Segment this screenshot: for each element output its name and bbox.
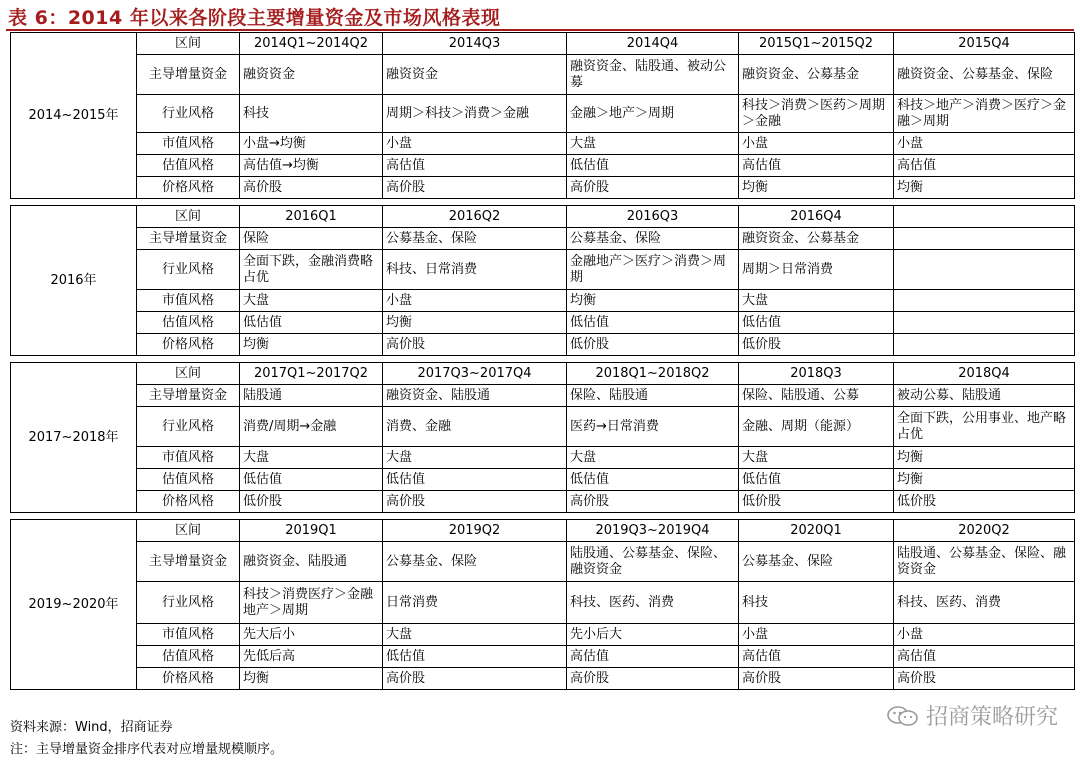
table-row [11, 385, 1075, 407]
period-header-row [11, 363, 1075, 385]
table-row [11, 55, 1075, 95]
table-cell: 高估值→均衡 [240, 155, 383, 177]
row-label: 主导增量资金 [137, 228, 240, 250]
table-cell: 小盘 [894, 624, 1075, 646]
row-label: 主导增量资金 [137, 542, 240, 582]
period-header: 2018Q4 [894, 363, 1075, 385]
table-cell: 低估值 [240, 312, 383, 334]
table-cell: 低估值 [739, 469, 894, 491]
table-cell: 低估值 [567, 469, 739, 491]
period-header: 2016Q2 [383, 206, 567, 228]
table-cell: 高价股 [739, 668, 894, 690]
table-cell: 先低后高 [240, 646, 383, 668]
table-cell: 大盘 [567, 133, 739, 155]
table-cell: 科技、医药、消费 [894, 582, 1075, 624]
row-label: 价格风格 [137, 491, 240, 513]
table-cell: 高价股 [383, 334, 567, 356]
table-cell: 周期＞日常消费 [739, 250, 894, 290]
period-header: 2014Q3 [383, 33, 567, 55]
period-header: 2019Q1 [240, 520, 383, 542]
table-cell: 低估值 [739, 312, 894, 334]
row-label: 行业风格 [137, 582, 240, 624]
table-cell: 大盘 [739, 290, 894, 312]
row-label: 市值风格 [137, 133, 240, 155]
period-header: 2020Q1 [739, 520, 894, 542]
table-cell: 融资资金、公募基金 [739, 55, 894, 95]
table-cell: 小盘→均衡 [240, 133, 383, 155]
period-header: 2015Q1~2015Q2 [739, 33, 894, 55]
table-cell: 低价股 [739, 334, 894, 356]
table-cell: 融资资金、陆股通 [383, 385, 567, 407]
style-table [10, 32, 1075, 690]
year-cell: 2017~2018年 [11, 363, 137, 513]
table-cell: 均衡 [894, 447, 1075, 469]
row-label: 价格风格 [137, 177, 240, 199]
table-cell: 大盘 [383, 447, 567, 469]
table-cell: 高价股 [567, 491, 739, 513]
table-cell: 低估值 [567, 155, 739, 177]
table-cell: 金融、周期（能源） [739, 407, 894, 447]
table-cell: 高估值 [567, 646, 739, 668]
table-cell: 均衡 [894, 469, 1075, 491]
row-label: 价格风格 [137, 668, 240, 690]
block-separator [11, 356, 1075, 363]
table-cell: 融资资金、公募基金 [739, 228, 894, 250]
period-header: 2019Q2 [383, 520, 567, 542]
period-header-row [11, 520, 1075, 542]
year-cell: 2019~2020年 [11, 520, 137, 690]
year-cell: 2016年 [11, 206, 137, 356]
year-cell: 2014~2015年 [11, 33, 137, 199]
table-cell: 均衡 [383, 312, 567, 334]
table-cell: 低价股 [739, 491, 894, 513]
row-label: 行业风格 [137, 95, 240, 133]
table-cell: 高价股 [383, 668, 567, 690]
table-cell: 金融＞地产＞周期 [567, 95, 739, 133]
table-cell: 小盘 [894, 133, 1075, 155]
table-cell: 小盘 [739, 133, 894, 155]
period-header-row [11, 206, 1075, 228]
table-cell: 低估值 [567, 312, 739, 334]
period-header: 2017Q3~2017Q4 [383, 363, 567, 385]
table-row [11, 469, 1075, 491]
table-cell: 日常消费 [383, 582, 567, 624]
table-cell: 陆股通 [240, 385, 383, 407]
table-row [11, 646, 1075, 668]
row-label: 市值风格 [137, 290, 240, 312]
table-cell: 均衡 [240, 334, 383, 356]
table-row [11, 177, 1075, 199]
row-label: 估值风格 [137, 155, 240, 177]
table-cell: 陆股通、公募基金、保险、融资资金 [567, 542, 739, 582]
table-cell: 融资资金、陆股通、被动公募 [567, 55, 739, 95]
period-header: 2016Q3 [567, 206, 739, 228]
block-separator [11, 513, 1075, 520]
table-cell: 大盘 [240, 447, 383, 469]
table-cell: 科技 [739, 582, 894, 624]
table-row [11, 290, 1075, 312]
table-cell: 大盘 [240, 290, 383, 312]
table-row [11, 250, 1075, 290]
table-row [11, 407, 1075, 447]
table-row [11, 334, 1075, 356]
table-cell: 高估值 [383, 155, 567, 177]
table-cell: 消费/周期→金融 [240, 407, 383, 447]
table-cell: 被动公募、陆股通 [894, 385, 1075, 407]
row-label: 价格风格 [137, 334, 240, 356]
table-cell: 高价股 [383, 177, 567, 199]
table-row [11, 95, 1075, 133]
footnote: 注：主导增量资金排序代表对应增量规模顺序。 [10, 742, 284, 757]
row-label: 估值风格 [137, 469, 240, 491]
table-cell: 融资资金 [240, 55, 383, 95]
table-row [11, 228, 1075, 250]
table-cell: 均衡 [739, 177, 894, 199]
table-cell: 保险、陆股通 [567, 385, 739, 407]
table-cell: 保险、陆股通、公募 [739, 385, 894, 407]
table-row [11, 491, 1075, 513]
table-row [11, 582, 1075, 624]
row-label: 行业风格 [137, 250, 240, 290]
table-row [11, 155, 1075, 177]
table-cell: 大盘 [739, 447, 894, 469]
table-cell: 公募基金、保险 [567, 228, 739, 250]
period-header: 2016Q4 [739, 206, 894, 228]
table-cell: 高价股 [383, 491, 567, 513]
table-cell: 小盘 [383, 133, 567, 155]
watermark [886, 700, 1058, 731]
table-cell: 消费、金融 [383, 407, 567, 447]
table-cell: 保险 [240, 228, 383, 250]
period-header: 2014Q1~2014Q2 [240, 33, 383, 55]
table-cell: 高估值 [894, 155, 1075, 177]
row-label: 行业风格 [137, 407, 240, 447]
separator-cell [11, 356, 1075, 363]
period-header [894, 206, 1075, 228]
source-note: 资料来源：Wind，招商证券 [10, 720, 173, 735]
table-cell [894, 250, 1075, 290]
table-cell: 科技＞消费医疗＞金融地产＞周期 [240, 582, 383, 624]
period-header-row [11, 33, 1075, 55]
period-header: 2019Q3~2019Q4 [567, 520, 739, 542]
table-cell: 公募基金、保险 [383, 228, 567, 250]
interval-label: 区间 [137, 363, 240, 385]
table-cell: 低估值 [240, 469, 383, 491]
table-cell: 低价股 [894, 491, 1075, 513]
table-cell: 先大后小 [240, 624, 383, 646]
table-cell [894, 228, 1075, 250]
table-cell: 先小后大 [567, 624, 739, 646]
table-cell: 高估值 [739, 155, 894, 177]
table-cell: 大盘 [383, 624, 567, 646]
table-cell: 金融地产＞医疗＞消费＞周期 [567, 250, 739, 290]
row-label: 市值风格 [137, 447, 240, 469]
table-cell: 公募基金、保险 [739, 542, 894, 582]
period-header: 2016Q1 [240, 206, 383, 228]
interval-label: 区间 [137, 520, 240, 542]
table-cell: 高价股 [240, 177, 383, 199]
table-cell: 陆股通、公募基金、保险、融资资金 [894, 542, 1075, 582]
table-cell: 小盘 [383, 290, 567, 312]
table-cell: 均衡 [240, 668, 383, 690]
table-cell: 公募基金、保险 [383, 542, 567, 582]
interval-label: 区间 [137, 33, 240, 55]
period-header: 2018Q3 [739, 363, 894, 385]
table-cell: 融资资金、陆股通 [240, 542, 383, 582]
period-header: 2018Q1~2018Q2 [567, 363, 739, 385]
table-cell: 融资资金、公募基金、保险 [894, 55, 1075, 95]
table-cell: 低价股 [240, 491, 383, 513]
table-row [11, 133, 1075, 155]
table-cell [894, 312, 1075, 334]
table-cell: 融资资金 [383, 55, 567, 95]
row-label: 主导增量资金 [137, 55, 240, 95]
table-title: 表 6：2014 年以来各阶段主要增量资金及市场风格表现 [8, 7, 501, 29]
table-cell: 科技、日常消费 [383, 250, 567, 290]
block-separator [11, 199, 1075, 206]
table-cell: 均衡 [567, 290, 739, 312]
row-label: 市值风格 [137, 624, 240, 646]
wechat-icon [886, 705, 920, 727]
row-label: 主导增量资金 [137, 385, 240, 407]
table-cell: 科技＞地产＞消费＞医疗＞金融＞周期 [894, 95, 1075, 133]
table-cell: 全面下跌，金融消费略占优 [240, 250, 383, 290]
table-cell: 全面下跌，公用事业、地产略占优 [894, 407, 1075, 447]
table-row [11, 447, 1075, 469]
title-divider [6, 29, 1074, 31]
separator-cell [11, 199, 1075, 206]
table-cell: 低价股 [567, 334, 739, 356]
table-cell: 低估值 [383, 469, 567, 491]
table-row [11, 542, 1075, 582]
period-header: 2015Q4 [894, 33, 1075, 55]
table-cell: 科技＞消费＞医药＞周期＞金融 [739, 95, 894, 133]
row-label: 估值风格 [137, 312, 240, 334]
table-cell: 均衡 [894, 177, 1075, 199]
table-cell: 医药→日常消费 [567, 407, 739, 447]
table-cell: 科技、医药、消费 [567, 582, 739, 624]
row-label: 估值风格 [137, 646, 240, 668]
table-cell: 小盘 [739, 624, 894, 646]
period-header: 2017Q1~2017Q2 [240, 363, 383, 385]
table-cell: 高价股 [567, 668, 739, 690]
interval-label: 区间 [137, 206, 240, 228]
table-row [11, 668, 1075, 690]
period-header: 2020Q2 [894, 520, 1075, 542]
table-cell: 高价股 [894, 668, 1075, 690]
separator-cell [11, 513, 1075, 520]
table-cell: 周期＞科技＞消费＞金融 [383, 95, 567, 133]
watermark-text: 招商策略研究 [925, 705, 1058, 730]
table-cell: 高估值 [739, 646, 894, 668]
table-row [11, 624, 1075, 646]
table-cell [894, 290, 1075, 312]
table-cell: 高价股 [567, 177, 739, 199]
table-cell: 高估值 [894, 646, 1075, 668]
table-cell: 大盘 [567, 447, 739, 469]
table-cell [894, 334, 1075, 356]
table-cell: 科技 [240, 95, 383, 133]
period-header: 2014Q4 [567, 33, 739, 55]
table-cell: 低估值 [383, 646, 567, 668]
table-row [11, 312, 1075, 334]
